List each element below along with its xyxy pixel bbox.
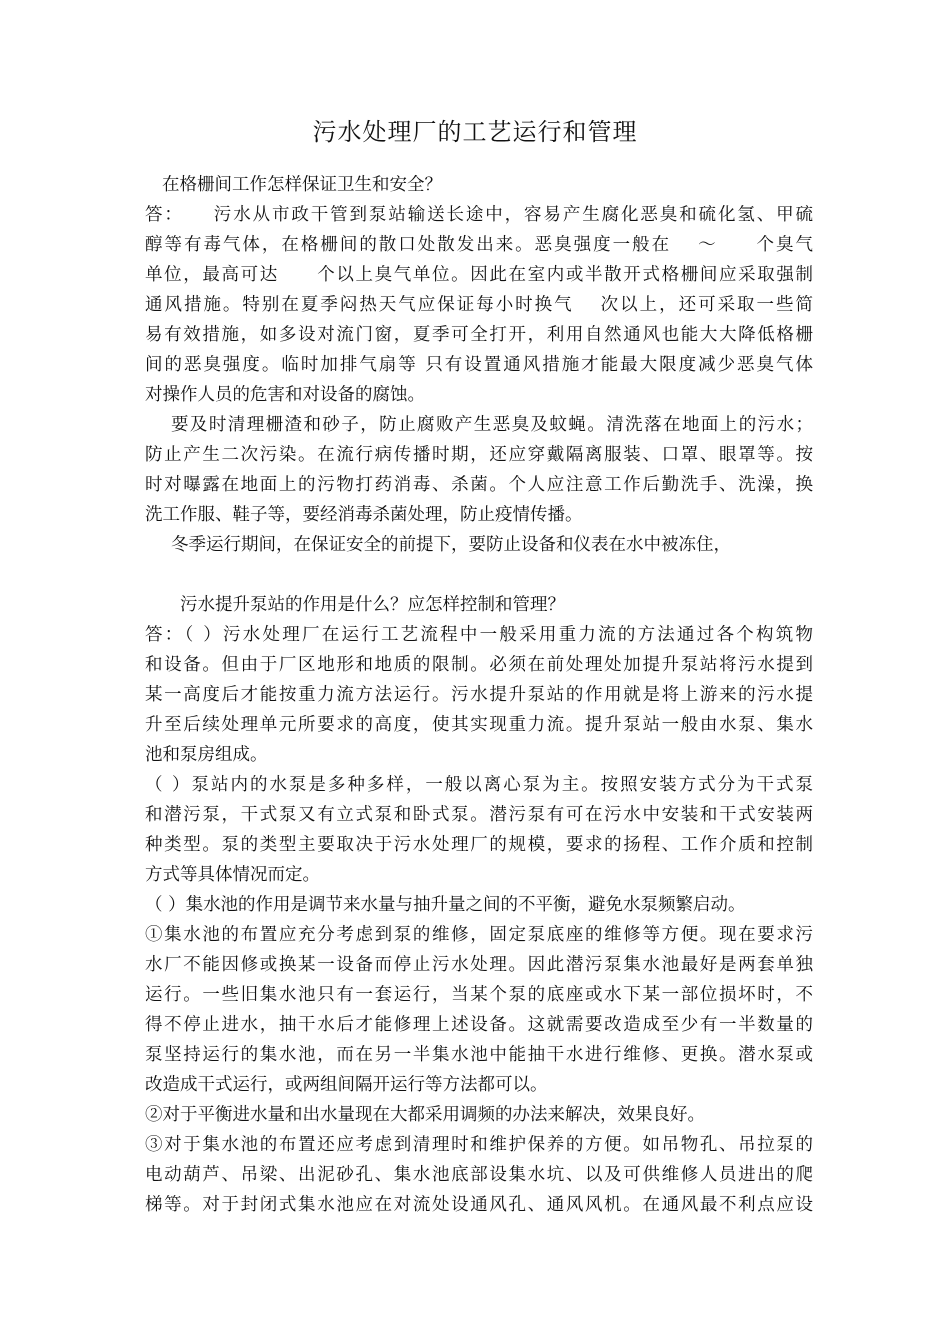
paragraph-line: 洗工作服、鞋子等，要经消毒杀菌处理，防止疫情传播。 xyxy=(145,505,583,525)
paragraph-line: ③对于集水池的布置还应考虑到清理时和维护保养的方便。如吊物孔、吊拉泵的 xyxy=(145,1135,813,1155)
paragraph-line: ①集水池的布置应充分考虑到泵的维修，固定泵底座的维修等方便。现在要求污 xyxy=(145,925,813,945)
paragraph-line: 方式等具体情况而定。 xyxy=(145,865,320,885)
paragraph-line: 时对曝露在地面上的污物打药消毒、杀菌。个人应注意工作后勤洗手、洗澡，换 xyxy=(145,475,813,495)
paragraph-line: 升至后续处理单元所要求的高度，使其实现重力流。提升泵站一般由水泵、集水 xyxy=(145,715,813,735)
paragraph-line: 和设备。但由于厂区地形和地质的限制。必须在前处理处加提升泵站将污水提到 xyxy=(145,655,813,675)
paragraph-line: 和潜污泵，干式泵又有立式泵和卧式泵。潜污泵有可在污水中安装和干式安装两 xyxy=(145,805,813,825)
paragraph-line: 泵坚持运行的集水池，而在另一半集水池中能抽干水进行维修、更换。潜水泵或 xyxy=(145,1045,813,1065)
paragraph-line: 种类型。泵的类型主要取决于污水处理厂的规模，要求的扬程、工作介质和控制 xyxy=(145,835,813,855)
paragraph-line: 水厂不能因修或换某一设备而停止污水处理。因此潜污泵集水池最好是两套单独 xyxy=(145,955,813,975)
paragraph-line: 电动葫芦、吊梁、出泥砂孔、集水池底部设集水坑、以及可供维修人员进出的爬 xyxy=(145,1165,813,1185)
paragraph-line: 对操作人员的危害和对设备的腐蚀。 xyxy=(145,385,425,405)
paragraph-line: 梯等。对于封闭式集水池应在对流处设通风孔、通风风机。在通风最不利点应设 xyxy=(145,1195,813,1215)
paragraph-line: 单位，最高可达 个以上臭气单位。因此在室内或半散开式格栅间应采取强制 xyxy=(145,265,813,285)
paragraph-line: 某一高度后才能按重力流方法运行。污水提升泵站的作用就是将上游来的污水提 xyxy=(145,685,813,705)
document-title: 污水处理厂的工艺运行和管理 xyxy=(312,118,638,146)
paragraph-line: 通风措施。特别在夏季闷热天气应保证每小时换气 次以上，还可采取一些简 xyxy=(145,295,813,315)
paragraph-line: 醇等有毒气体，在格栅间的散口处散发出来。恶臭强度一般在 ～ 个臭气 xyxy=(145,235,813,255)
paragraph-line: 改造成干式运行，或两组间隔开运行等方法都可以。 xyxy=(145,1075,548,1095)
paragraph-line: 运行。一些旧集水池只有一套运行，当某个泵的底座或水下某一部位损坏时，不 xyxy=(145,985,813,1005)
paragraph-line: ②对于平衡进水量和出水量现在大都采用调频的办法来解决，效果良好。 xyxy=(145,1105,705,1125)
paragraph-line: 答： 污水从市政干管到泵站输送长途中，容易产生腐化恶臭和硫化氢、甲硫 xyxy=(145,205,813,225)
paragraph-line: 要及时清理栅渣和砂子，防止腐败产生恶臭及蚊蝇。清洗落在地面上的污水； xyxy=(171,415,813,435)
paragraph-line: （ ）集水池的作用是调节来水量与抽升量之间的不平衡，避免水泵频繁启动。 xyxy=(145,895,746,915)
paragraph-line: 易有效措施，如多设对流门窗，夏季可全打开，利用自然通风也能大大降低格栅 xyxy=(145,325,813,345)
paragraph-line: 答：（ ）污水处理厂在运行工艺流程中一般采用重力流的方法通过各个构筑物 xyxy=(145,625,813,645)
paragraph-line: 冬季运行期间，在保证安全的前提下，要防止设备和仪表在水中被冻住， xyxy=(171,535,731,555)
paragraph-line: 间的恶臭强度。临时加排气扇等 只有设置通风措施才能最大限度减少恶臭气体 xyxy=(145,355,813,375)
paragraph-line: 防止产生二次污染。在流行病传播时期，还应穿戴隔离服装、口罩、眼罩等。按 xyxy=(145,445,813,465)
paragraph-line: （ ）泵站内的水泵是多种多样，一般以离心泵为主。按照安装方式分为干式泵 xyxy=(145,775,813,795)
paragraph-line: 池和泵房组成。 xyxy=(145,745,268,765)
question-heading-1: 在格栅间工作怎样保证卫生和安全？ xyxy=(162,175,442,195)
question-heading-2: 污水提升泵站的作用是什么？应怎样控制和管理？ xyxy=(180,595,565,615)
paragraph-line: 得不停止进水，抽干水后才能修理上述设备。这就需要改造成至少有一半数量的 xyxy=(145,1015,813,1035)
